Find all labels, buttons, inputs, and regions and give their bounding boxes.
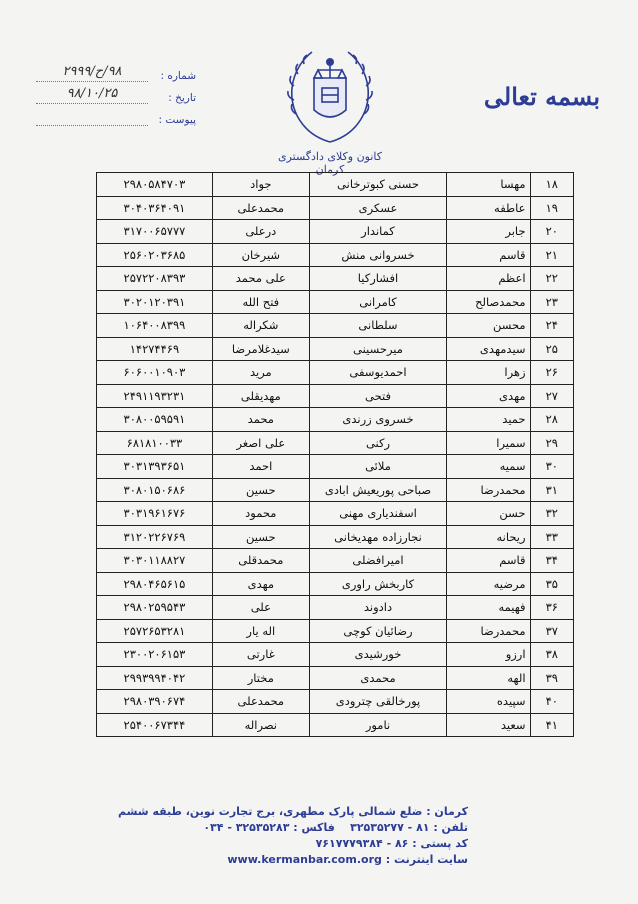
last-name-cell: ملائی	[309, 455, 446, 479]
first-name-cell: سعید	[447, 713, 530, 737]
row-number-cell: ۳۴	[530, 549, 573, 573]
table-row	[97, 643, 574, 667]
national-code-cell: ۳۰۸۰۱۵۰۶۸۶	[97, 478, 213, 502]
table-row	[97, 502, 574, 526]
row-number-cell: ۳۵	[530, 572, 573, 596]
father-name-cell: اله یار	[212, 619, 309, 643]
table-row	[97, 596, 574, 620]
meta-number-row	[36, 60, 196, 82]
national-code-cell: ۲۹۸۰۵۸۴۷۰۳	[97, 173, 213, 197]
first-name-cell: جابر	[447, 220, 530, 244]
last-name-cell: اسفندیاری مهنی	[309, 502, 446, 526]
table-row	[97, 408, 574, 432]
national-code-cell: ۳۱۷۰۰۶۵۷۷۷	[97, 220, 213, 244]
father-name-cell: مهدی	[212, 572, 309, 596]
table-row	[97, 314, 574, 338]
first-name-cell: قاسم	[447, 243, 530, 267]
footer-address: کرمان : ضلع شمالی پارک مطهری، برج تجارت نوین، طبقه ششم	[117, 805, 468, 818]
national-code-cell: ۳۰۳۱۹۶۱۶۷۶	[97, 502, 213, 526]
national-code-cell: ۳۱۲۰۲۲۶۷۶۹	[97, 525, 213, 549]
first-name-cell: ارزو	[447, 643, 530, 667]
last-name-cell: نامور	[309, 713, 446, 737]
first-name-cell: حمید	[447, 408, 530, 432]
row-number-cell: ۲۴	[530, 314, 573, 338]
row-number-cell: ۱۸	[530, 173, 573, 197]
meta-date-value: ۹۸/۱۰/۲۵	[36, 85, 148, 104]
first-name-cell: سمیرا	[447, 431, 530, 455]
row-number-cell: ۱۹	[530, 196, 573, 220]
bismillah-heading: بسمه تعالی	[483, 82, 600, 111]
letter-meta	[36, 60, 196, 126]
national-code-cell: ۳۰۸۰۰۵۹۵۹۱	[97, 408, 213, 432]
row-number-cell: ۳۷	[530, 619, 573, 643]
first-name-cell: ریحانه	[447, 525, 530, 549]
last-name-cell: خسروانی منش	[309, 243, 446, 267]
national-code-cell: ۳۰۲۰۱۲۰۳۹۱	[97, 290, 213, 314]
first-name-cell: مهسا	[447, 173, 530, 197]
table-row	[97, 173, 574, 197]
first-name-cell: محمدرضا	[447, 478, 530, 502]
first-name-cell: عاطفه	[447, 196, 530, 220]
row-number-cell: ۲۱	[530, 243, 573, 267]
row-number-cell: ۲۵	[530, 337, 573, 361]
father-name-cell: غارتی	[212, 643, 309, 667]
father-name-cell: سیدغلامرضا	[212, 337, 309, 361]
last-name-cell: سلطانی	[309, 314, 446, 338]
footer-website-label: سایت اینترنت :	[385, 853, 468, 866]
national-code-cell: ۶۰۶۰۰۱۰۹۰۳	[97, 361, 213, 385]
table-row	[97, 572, 574, 596]
father-name-cell: جواد	[212, 173, 309, 197]
father-name-cell: شکراله	[212, 314, 309, 338]
national-code-cell: ۲۵۶۰۲۰۳۶۸۵	[97, 243, 213, 267]
last-name-cell: عسکری	[309, 196, 446, 220]
last-name-cell: کاربخش راوری	[309, 572, 446, 596]
last-name-cell: حسنی کبوترخانی	[309, 173, 446, 197]
father-name-cell: فتح الله	[212, 290, 309, 314]
last-name-cell: صباحی پوریعیش ابادی	[309, 478, 446, 502]
row-number-cell: ۳۱	[530, 478, 573, 502]
national-code-cell: ۲۹۸۰۲۵۹۵۴۳	[97, 596, 213, 620]
national-code-cell: ۱۰۶۴۰۰۸۳۹۹	[97, 314, 213, 338]
last-name-cell: احمدیوسفی	[309, 361, 446, 385]
father-name-cell: مرید	[212, 361, 309, 385]
last-name-cell: رضائیان کوچی	[309, 619, 446, 643]
last-name-cell: پورخالقی چترودی	[309, 690, 446, 714]
father-name-cell: محمد	[212, 408, 309, 432]
table-row	[97, 220, 574, 244]
table-row	[97, 690, 574, 714]
last-name-cell: افشارکیا	[309, 267, 446, 291]
last-name-cell: خسروی زرندی	[309, 408, 446, 432]
table-row	[97, 666, 574, 690]
row-number-cell: ۲۷	[530, 384, 573, 408]
last-name-cell: دادوند	[309, 596, 446, 620]
national-code-cell: ۲۵۷۲۲۰۸۳۹۳	[97, 267, 213, 291]
first-name-cell: سپیده	[447, 690, 530, 714]
national-code-cell: ۶۸۱۸۱۰۰۳۳	[97, 431, 213, 455]
national-code-cell: ۲۵۴۰۰۶۷۳۴۴	[97, 713, 213, 737]
table-row	[97, 196, 574, 220]
footer-fax: فاکس : ۳۲۵۳۵۲۸۳ - ۰۳۴	[203, 821, 335, 834]
row-number-cell: ۲۳	[530, 290, 573, 314]
national-code-cell: ۲۹۸۰۴۶۵۶۱۵	[97, 572, 213, 596]
row-number-cell: ۳۶	[530, 596, 573, 620]
footer-website-line	[48, 852, 468, 868]
first-name-cell: مهدی	[447, 384, 530, 408]
meta-date-label: تاریخ :	[168, 92, 196, 104]
father-name-cell: درعلی	[212, 220, 309, 244]
national-code-cell: ۱۴۲۷۴۴۶۹	[97, 337, 213, 361]
first-name-cell: قاسم	[447, 549, 530, 573]
table-row	[97, 713, 574, 737]
row-number-cell: ۲۰	[530, 220, 573, 244]
father-name-cell: محمدقلی	[212, 549, 309, 573]
meta-date-row	[36, 82, 196, 104]
national-code-cell: ۳۰۳۱۳۹۳۶۵۱	[97, 455, 213, 479]
first-name-cell: اعظم	[447, 267, 530, 291]
last-name-cell: رکنی	[309, 431, 446, 455]
table-row	[97, 361, 574, 385]
row-number-cell: ۳۹	[530, 666, 573, 690]
national-code-cell: ۳۰۳۰۱۱۸۸۲۷	[97, 549, 213, 573]
last-name-cell: خورشیدی	[309, 643, 446, 667]
table-row	[97, 478, 574, 502]
first-name-cell: سیدمهدی	[447, 337, 530, 361]
last-name-cell: فتحی	[309, 384, 446, 408]
national-code-cell: ۳۰۴۰۳۶۴۰۹۱	[97, 196, 213, 220]
first-name-cell: محمدرضا	[447, 619, 530, 643]
father-name-cell: محمدعلی	[212, 690, 309, 714]
meta-number-label: شماره :	[160, 70, 196, 82]
first-name-cell: حسن	[447, 502, 530, 526]
first-name-cell: زهرا	[447, 361, 530, 385]
first-name-cell: فهیمه	[447, 596, 530, 620]
table-row	[97, 243, 574, 267]
row-number-cell: ۳۰	[530, 455, 573, 479]
table-row	[97, 549, 574, 573]
table-row	[97, 337, 574, 361]
meta-attachment-label: پیوست :	[158, 114, 196, 126]
meta-number-value: ۹۸/ح/۲۹۹۹	[36, 63, 148, 82]
footer-website[interactable]: www.kermanbar.com.org	[227, 853, 382, 866]
first-name-cell: مرضیه	[447, 572, 530, 596]
father-name-cell: علی	[212, 596, 309, 620]
row-number-cell: ۴۰	[530, 690, 573, 714]
father-name-cell: مهدیقلی	[212, 384, 309, 408]
last-name-cell: محمدی	[309, 666, 446, 690]
table-row	[97, 525, 574, 549]
organization-name: کانون وکلای دادگستری کرمان	[277, 150, 383, 176]
footer-contact	[48, 820, 468, 836]
national-code-cell: ۲۳۰۰۲۰۶۱۵۳	[97, 643, 213, 667]
father-name-cell: نصراله	[212, 713, 309, 737]
father-name-cell: علی اصغر	[212, 431, 309, 455]
table-row	[97, 290, 574, 314]
row-number-cell: ۲۶	[530, 361, 573, 385]
table-row	[97, 267, 574, 291]
row-number-cell: ۳۸	[530, 643, 573, 667]
row-number-cell: ۳۲	[530, 502, 573, 526]
table-row	[97, 455, 574, 479]
letter-footer	[48, 804, 468, 868]
last-name-cell: میرحسینی	[309, 337, 446, 361]
father-name-cell: محمدعلی	[212, 196, 309, 220]
last-name-cell: نجارزاده مهدیخانی	[309, 525, 446, 549]
table-row	[97, 431, 574, 455]
national-code-cell: ۲۹۹۳۹۹۴۰۴۲	[97, 666, 213, 690]
row-number-cell: ۴۱	[530, 713, 573, 737]
bar-association-emblem-icon	[282, 44, 378, 148]
meta-attachment-value	[36, 107, 148, 126]
members-table	[96, 172, 574, 737]
national-code-cell: ۲۹۸۰۳۹۰۶۷۴	[97, 690, 213, 714]
row-number-cell: ۲۸	[530, 408, 573, 432]
first-name-cell: الهه	[447, 666, 530, 690]
last-name-cell: کامرانی	[309, 290, 446, 314]
footer-phone: تلفن : ۸۱ - ۳۲۵۳۵۲۷۷	[350, 821, 468, 834]
father-name-cell: احمد	[212, 455, 309, 479]
row-number-cell: ۲۹	[530, 431, 573, 455]
last-name-cell: امیرافضلی	[309, 549, 446, 573]
national-code-cell: ۲۵۷۲۶۵۳۲۸۱	[97, 619, 213, 643]
national-code-cell: ۲۴۹۱۱۹۳۲۳۱	[97, 384, 213, 408]
first-name-cell: محسن	[447, 314, 530, 338]
row-number-cell: ۳۳	[530, 525, 573, 549]
table-row	[97, 619, 574, 643]
father-name-cell: حسین	[212, 525, 309, 549]
father-name-cell: علی محمد	[212, 267, 309, 291]
first-name-cell: محمدصالح	[447, 290, 530, 314]
father-name-cell: شیرخان	[212, 243, 309, 267]
table-row	[97, 384, 574, 408]
last-name-cell: کماندار	[309, 220, 446, 244]
father-name-cell: محمود	[212, 502, 309, 526]
row-number-cell: ۲۲	[530, 267, 573, 291]
father-name-cell: مختار	[212, 666, 309, 690]
father-name-cell: حسین	[212, 478, 309, 502]
footer-postal: کد پستی : ۸۶ - ۷۶۱۷۷۷۹۳۸۴	[315, 837, 468, 850]
first-name-cell: سمیه	[447, 455, 530, 479]
meta-attachment-row	[36, 104, 196, 126]
